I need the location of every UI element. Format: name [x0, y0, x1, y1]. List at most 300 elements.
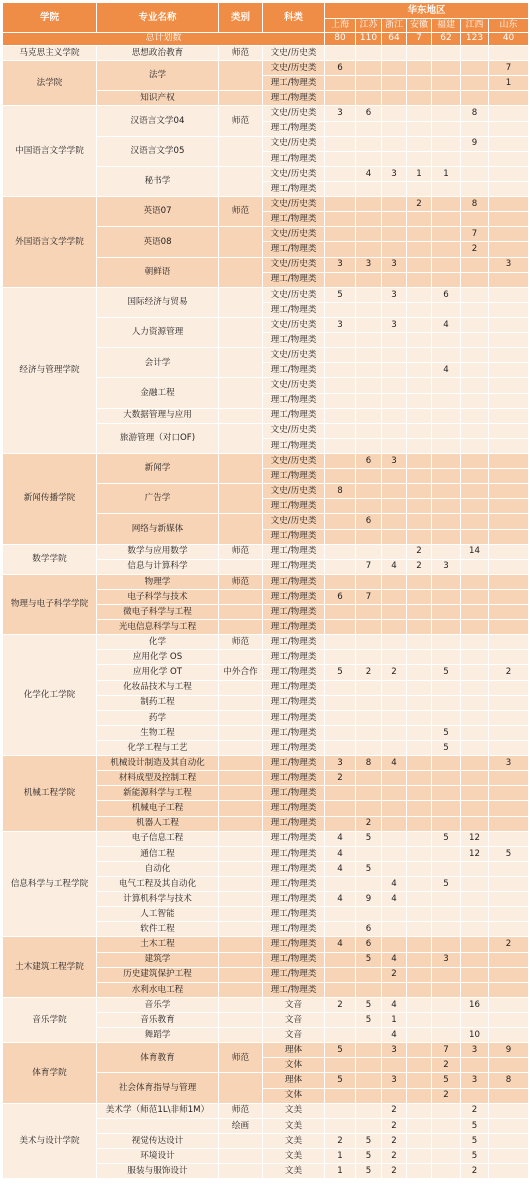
- quota-cell: [489, 635, 529, 650]
- major-name: 建筑学: [97, 952, 219, 967]
- quota-cell: [382, 136, 407, 151]
- subject-type: 文史/历史类: [263, 106, 325, 121]
- quota-cell: [325, 1118, 356, 1133]
- quota-cell: [382, 635, 407, 650]
- quota-cell: [432, 1164, 461, 1179]
- subject-type: 文史/历史类: [263, 227, 325, 242]
- college-name: 物理与电子科学学院: [3, 574, 97, 634]
- subject-type: 理工/物理类: [263, 786, 325, 801]
- quota-cell: [325, 967, 356, 982]
- major-category: [219, 922, 263, 937]
- quota-cell: [325, 438, 356, 453]
- table-row: [3, 106, 529, 121]
- major-name: 社会体育指导与管理: [97, 1073, 219, 1103]
- quota-cell: 5: [356, 861, 382, 876]
- quota-cell: [461, 378, 489, 393]
- quota-cell: [356, 907, 382, 922]
- major-name: 化学工程与工艺: [97, 741, 219, 756]
- major-category: 师范: [219, 635, 263, 650]
- quota-cell: [356, 469, 382, 484]
- quota-cell: [489, 363, 529, 378]
- quota-cell: [461, 181, 489, 196]
- quota-cell: [407, 317, 432, 332]
- major-category: [219, 605, 263, 620]
- quota-cell: [407, 257, 432, 272]
- quota-cell: [489, 1028, 529, 1043]
- major-name: 生物工程: [97, 725, 219, 740]
- quota-cell: [382, 212, 407, 227]
- major-category: [219, 952, 263, 967]
- quota-cell: [407, 786, 432, 801]
- quota-cell: 3: [382, 453, 407, 468]
- quota-cell: [382, 363, 407, 378]
- table-row: [3, 61, 529, 76]
- quota-cell: [407, 121, 432, 136]
- quota-cell: [325, 242, 356, 257]
- quota-cell: 3: [461, 1073, 489, 1088]
- major-category: [219, 725, 263, 740]
- quota-cell: [432, 242, 461, 257]
- major-category: [219, 771, 263, 786]
- quota-cell: [325, 741, 356, 756]
- quota-cell: [489, 620, 529, 635]
- quota-cell: [407, 529, 432, 544]
- table-row: [3, 1103, 529, 1118]
- subject-type: 文美: [263, 1133, 325, 1148]
- quota-cell: [489, 91, 529, 106]
- quota-cell: [461, 816, 489, 831]
- quota-cell: [461, 741, 489, 756]
- quota-cell: 2: [407, 544, 432, 559]
- quota-cell: [432, 1013, 461, 1028]
- quota-cell: [432, 76, 461, 91]
- quota-cell: [461, 46, 489, 61]
- quota-cell: [489, 997, 529, 1012]
- quota-cell: 4: [382, 756, 407, 771]
- quota-cell: [382, 91, 407, 106]
- quota-cell: [382, 61, 407, 76]
- quota-cell: [407, 91, 432, 106]
- subject-type: 理工/物理类: [263, 952, 325, 967]
- quota-cell: [432, 605, 461, 620]
- quota-cell: [325, 408, 356, 423]
- quota-cell: [325, 680, 356, 695]
- table-row: [3, 756, 529, 771]
- subject-type: 理工/物理类: [263, 438, 325, 453]
- quota-cell: [432, 680, 461, 695]
- quota-cell: [489, 197, 529, 212]
- college-name: 法学院: [3, 61, 97, 106]
- quota-cell: [461, 529, 489, 544]
- quota-cell: [461, 695, 489, 710]
- quota-cell: 5: [356, 831, 382, 846]
- quota-cell: [432, 302, 461, 317]
- subject-type: 文史/历史类: [263, 61, 325, 76]
- major-category: 师范: [219, 46, 263, 61]
- subject-type: 文史/历史类: [263, 287, 325, 302]
- quota-cell: [432, 484, 461, 499]
- quota-cell: 9: [356, 892, 382, 907]
- quota-cell: 3: [461, 1043, 489, 1058]
- quota-cell: [356, 272, 382, 287]
- quota-cell: [325, 1058, 356, 1073]
- quota-cell: [407, 287, 432, 302]
- major-name: 大数据管理与应用: [97, 408, 219, 423]
- major-name: 秘书学: [97, 166, 219, 196]
- quota-cell: [432, 589, 461, 604]
- quota-cell: [407, 469, 432, 484]
- major-category: 师范: [219, 544, 263, 559]
- major-category: [219, 892, 263, 907]
- quota-cell: [382, 529, 407, 544]
- quota-cell: [356, 801, 382, 816]
- quota-cell: [489, 227, 529, 242]
- quota-cell: [407, 333, 432, 348]
- quota-cell: [382, 801, 407, 816]
- quota-cell: 3: [325, 257, 356, 272]
- quota-cell: [325, 635, 356, 650]
- quota-cell: 1: [407, 166, 432, 181]
- quota-cell: 2: [382, 1148, 407, 1163]
- table-row: [3, 453, 529, 468]
- quota-cell: 2: [461, 242, 489, 257]
- major-category: [219, 846, 263, 861]
- quota-cell: [325, 166, 356, 181]
- major-category: [219, 877, 263, 892]
- subject-type: 文史/历史类: [263, 197, 325, 212]
- major-category: 师范: [219, 574, 263, 589]
- quota-cell: 5: [461, 1148, 489, 1163]
- quota-cell: [407, 272, 432, 287]
- quota-cell: [407, 801, 432, 816]
- quota-cell: 3: [382, 317, 407, 332]
- subject-type: 理工/物理类: [263, 363, 325, 378]
- total-value: 62: [432, 32, 461, 46]
- major-name: 美术学（师范1L\非师1M）: [97, 1103, 219, 1118]
- quota-cell: [461, 937, 489, 952]
- quota-cell: [407, 952, 432, 967]
- quota-cell: [407, 1103, 432, 1118]
- quota-cell: 7: [356, 589, 382, 604]
- major-name: 音乐教育: [97, 1013, 219, 1028]
- quota-cell: 3: [432, 559, 461, 574]
- quota-cell: [407, 46, 432, 61]
- major-name: 通信工程: [97, 846, 219, 861]
- quota-cell: [382, 181, 407, 196]
- category-header: 类别: [219, 3, 263, 33]
- quota-cell: 2: [432, 1058, 461, 1073]
- major-category: [219, 348, 263, 378]
- college-name: 新闻传播学院: [3, 453, 97, 544]
- major-category: 中外合作: [219, 665, 263, 680]
- quota-cell: [407, 680, 432, 695]
- major-name: 人工智能: [97, 907, 219, 922]
- quota-cell: [382, 484, 407, 499]
- major-category: [219, 997, 263, 1012]
- quota-cell: [407, 589, 432, 604]
- quota-cell: [461, 982, 489, 997]
- quota-cell: [356, 91, 382, 106]
- quota-cell: [461, 272, 489, 287]
- quota-cell: [407, 76, 432, 91]
- table-row: [3, 997, 529, 1012]
- quota-cell: 3: [325, 756, 356, 771]
- quota-cell: [489, 982, 529, 997]
- quota-cell: [461, 257, 489, 272]
- quota-cell: [356, 242, 382, 257]
- quota-cell: [432, 574, 461, 589]
- quota-cell: [432, 771, 461, 786]
- quota-cell: [432, 695, 461, 710]
- subject-type: 理工/物理类: [263, 801, 325, 816]
- major-category: [219, 786, 263, 801]
- province-header: 安徽: [407, 18, 432, 32]
- quota-cell: [325, 1103, 356, 1118]
- quota-cell: 5: [432, 725, 461, 740]
- quota-cell: [407, 151, 432, 166]
- subject-type: 文音: [263, 997, 325, 1012]
- quota-cell: 2: [325, 771, 356, 786]
- quota-cell: [432, 1103, 461, 1118]
- quota-cell: [432, 438, 461, 453]
- quota-cell: [489, 514, 529, 529]
- quota-cell: [461, 907, 489, 922]
- quota-cell: [325, 952, 356, 967]
- subject-type: 文史/历史类: [263, 166, 325, 181]
- quota-cell: [356, 151, 382, 166]
- quota-cell: [356, 302, 382, 317]
- quota-cell: [432, 1028, 461, 1043]
- quota-cell: [407, 605, 432, 620]
- major-name: 电子信息工程: [97, 831, 219, 846]
- quota-cell: [407, 877, 432, 892]
- quota-cell: [356, 121, 382, 136]
- quota-cell: [432, 756, 461, 771]
- quota-cell: [407, 514, 432, 529]
- quota-cell: [432, 348, 461, 363]
- quota-cell: 4: [382, 952, 407, 967]
- quota-cell: [382, 272, 407, 287]
- quota-cell: [356, 1103, 382, 1118]
- subject-type: 理工/物理类: [263, 861, 325, 876]
- subject-type: 理工/物理类: [263, 469, 325, 484]
- quota-cell: 5: [325, 287, 356, 302]
- quota-cell: [432, 529, 461, 544]
- subject-type: 理工/物理类: [263, 181, 325, 196]
- major-category: [219, 378, 263, 408]
- quota-cell: [382, 695, 407, 710]
- major-category: [219, 907, 263, 922]
- major-name: 机械电子工程: [97, 801, 219, 816]
- quota-cell: [432, 469, 461, 484]
- major-category: [219, 1013, 263, 1028]
- college-name: 马克思主义学院: [3, 46, 97, 61]
- quota-cell: 4: [382, 1028, 407, 1043]
- quota-cell: [461, 801, 489, 816]
- quota-cell: [489, 559, 529, 574]
- quota-cell: [382, 574, 407, 589]
- subject-type: 理工/物理类: [263, 982, 325, 997]
- quota-cell: 2: [382, 1133, 407, 1148]
- major-name: 材料成型及控制工程: [97, 771, 219, 786]
- major-name: 数学与应用数学: [97, 544, 219, 559]
- quota-cell: [407, 967, 432, 982]
- subject-type: 文美: [263, 1118, 325, 1133]
- subject-type: 文史/历史类: [263, 136, 325, 151]
- quota-cell: [356, 1028, 382, 1043]
- table-row: [3, 635, 529, 650]
- quota-cell: [432, 423, 461, 438]
- quota-cell: [356, 393, 382, 408]
- quota-cell: [356, 348, 382, 363]
- quota-cell: [407, 922, 432, 937]
- quota-cell: [489, 469, 529, 484]
- major-category: 师范: [219, 106, 263, 136]
- quota-cell: [382, 589, 407, 604]
- major-category: [219, 861, 263, 876]
- quota-cell: [461, 620, 489, 635]
- subject-type: 理工/物理类: [263, 831, 325, 846]
- quota-cell: 5: [432, 1073, 461, 1088]
- quota-cell: [407, 695, 432, 710]
- quota-cell: 3: [382, 1043, 407, 1058]
- quota-cell: [489, 801, 529, 816]
- province-header: 江西: [461, 18, 489, 32]
- quota-cell: [356, 61, 382, 76]
- major-category: 师范: [219, 1043, 263, 1073]
- quota-cell: [432, 635, 461, 650]
- major-category: [219, 1133, 263, 1148]
- quota-cell: [432, 499, 461, 514]
- quota-cell: [461, 484, 489, 499]
- quota-cell: [489, 680, 529, 695]
- quota-cell: [461, 952, 489, 967]
- quota-cell: [356, 1058, 382, 1073]
- quota-cell: 4: [325, 892, 356, 907]
- quota-cell: 16: [461, 997, 489, 1012]
- major-name: 历史建筑保护工程: [97, 967, 219, 982]
- quota-cell: [432, 816, 461, 831]
- quota-cell: 3: [489, 257, 529, 272]
- quota-cell: [407, 892, 432, 907]
- quota-cell: 5: [432, 741, 461, 756]
- total-value: 123: [461, 32, 489, 46]
- quota-cell: 7: [432, 1043, 461, 1058]
- quota-cell: [461, 771, 489, 786]
- major-category: [219, 741, 263, 756]
- quota-cell: [382, 831, 407, 846]
- quota-cell: [325, 529, 356, 544]
- major-name: 服装与服饰设计: [97, 1164, 219, 1179]
- quota-cell: [325, 197, 356, 212]
- quota-cell: [407, 1043, 432, 1058]
- quota-cell: [356, 846, 382, 861]
- major-name: 化妆品技术与工程: [97, 680, 219, 695]
- quota-cell: [489, 1118, 529, 1133]
- subject-type: 理工/物理类: [263, 635, 325, 650]
- major-category: [219, 91, 263, 106]
- quota-cell: 14: [461, 544, 489, 559]
- subject-type: 文史/历史类: [263, 453, 325, 468]
- quota-cell: [325, 620, 356, 635]
- subject-type: 理工/物理类: [263, 907, 325, 922]
- quota-cell: [356, 741, 382, 756]
- major-category: [219, 831, 263, 846]
- quota-cell: [382, 846, 407, 861]
- quota-cell: [325, 212, 356, 227]
- major-name: 光电信息科学与工程: [97, 620, 219, 635]
- quota-cell: [489, 272, 529, 287]
- major-name: 微电子科学与工程: [97, 605, 219, 620]
- subject-type: 文音: [263, 1013, 325, 1028]
- quota-cell: [407, 1073, 432, 1088]
- major-category: [219, 408, 263, 423]
- quota-cell: [489, 1133, 529, 1148]
- quota-cell: [382, 348, 407, 363]
- subject-type: 理工/物理类: [263, 121, 325, 136]
- quota-cell: [489, 242, 529, 257]
- major-header: 专业名称: [97, 3, 219, 33]
- quota-cell: [432, 544, 461, 559]
- quota-cell: [382, 1088, 407, 1103]
- table-row: [3, 287, 529, 302]
- quota-cell: [432, 907, 461, 922]
- quota-cell: [432, 333, 461, 348]
- quota-cell: [461, 469, 489, 484]
- major-name: 金融工程: [97, 378, 219, 408]
- major-name: 环境设计: [97, 1148, 219, 1163]
- quota-cell: [461, 922, 489, 937]
- major-name: 新能源科学与工程: [97, 786, 219, 801]
- quota-cell: 4: [325, 831, 356, 846]
- college-name: 机械工程学院: [3, 756, 97, 832]
- quota-cell: [489, 605, 529, 620]
- quota-cell: 3: [382, 166, 407, 181]
- quota-cell: 1: [325, 1148, 356, 1163]
- quota-cell: [382, 121, 407, 136]
- quota-cell: [432, 620, 461, 635]
- quota-cell: [489, 378, 529, 393]
- quota-cell: [432, 786, 461, 801]
- major-name: 人力资源管理: [97, 317, 219, 347]
- quota-cell: [407, 348, 432, 363]
- quota-cell: [382, 393, 407, 408]
- quota-cell: [461, 408, 489, 423]
- quota-cell: 6: [356, 922, 382, 937]
- major-name: 英语08: [97, 227, 219, 257]
- major-name: 电子科学与技术: [97, 589, 219, 604]
- subject-type: 理工/物理类: [263, 529, 325, 544]
- quota-cell: [461, 589, 489, 604]
- quota-cell: [489, 408, 529, 423]
- quota-cell: 6: [325, 61, 356, 76]
- quota-cell: [382, 620, 407, 635]
- quota-cell: 4: [432, 363, 461, 378]
- subject-type: 文体: [263, 1088, 325, 1103]
- quota-cell: 2: [407, 197, 432, 212]
- major-name: 应用化学 OT: [97, 665, 219, 680]
- quota-cell: [407, 242, 432, 257]
- quota-cell: [356, 499, 382, 514]
- major-name: 朝鲜语: [97, 257, 219, 287]
- total-label: 总计划数: [3, 32, 325, 46]
- subject-type: 理工/物理类: [263, 91, 325, 106]
- subject-type: 文美: [263, 1164, 325, 1179]
- quota-cell: [489, 287, 529, 302]
- quota-cell: [325, 907, 356, 922]
- quota-cell: [407, 1133, 432, 1148]
- quota-cell: 2: [489, 937, 529, 952]
